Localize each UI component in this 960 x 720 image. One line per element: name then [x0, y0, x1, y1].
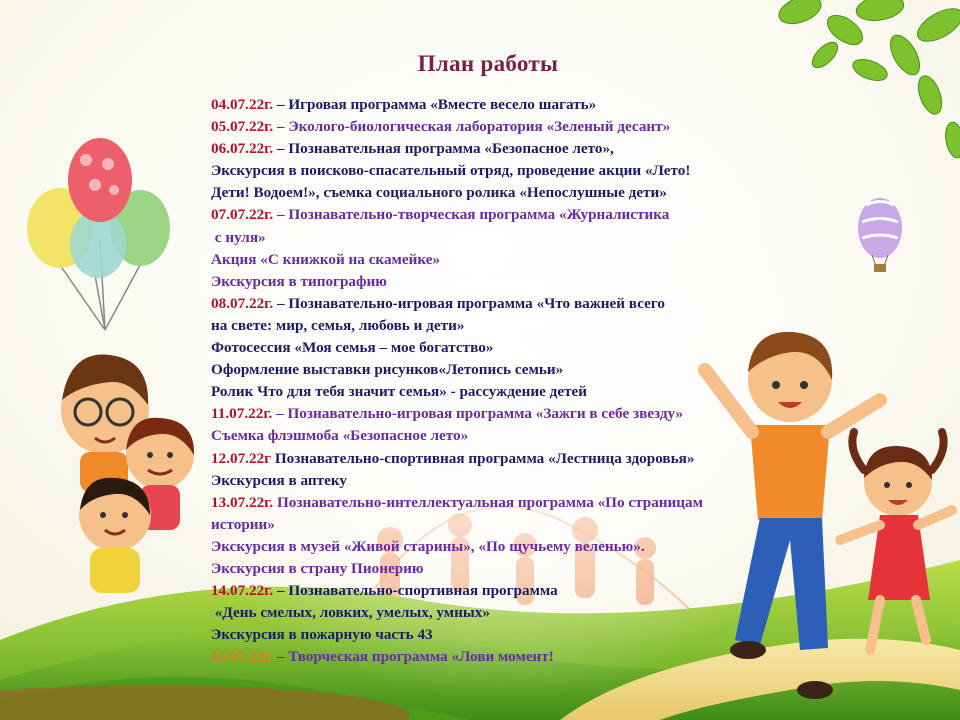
- list-item: [211, 271, 833, 293]
- event-text: – Познавательно-творческая программа «Журналистика: [273, 206, 670, 224]
- list-item: [211, 558, 833, 580]
- event-date: 15.07.22г.: [211, 648, 274, 666]
- work-plan-list: [211, 94, 833, 668]
- list-item: [211, 448, 833, 470]
- list-item: [211, 403, 833, 425]
- list-item: [211, 116, 833, 138]
- event-text: Экскурсия в пожарную часть 43: [211, 626, 433, 644]
- event-date: 06.07.22г.: [211, 140, 274, 158]
- event-text: истории»: [211, 515, 275, 533]
- event-date: 07.07.22г.: [211, 206, 274, 224]
- event-text: – Познавательно-спортивная программа: [273, 582, 558, 600]
- list-item: [211, 536, 833, 558]
- list-item: [211, 315, 833, 337]
- list-item: [211, 514, 833, 536]
- event-text: Экскурсия в аптеку: [211, 471, 347, 489]
- event-date: 08.07.22г.: [211, 294, 274, 312]
- event-text: Экскурсия в типографию: [211, 272, 387, 290]
- event-date: 14.07.22г.: [211, 582, 274, 600]
- event-text: Экскурсия в поисково-спасательный отряд, проведение акции «Лето!: [211, 162, 691, 180]
- list-item: [211, 580, 833, 602]
- event-text: на свете: мир, семья, любовь и дети»: [211, 316, 465, 334]
- list-item: [211, 94, 833, 116]
- event-text: – Эколого-биологическая лаборатория «Зеленый десант»: [273, 118, 671, 136]
- event-text: «День смелых, ловких, умелых, умных»: [211, 604, 490, 622]
- event-text: – Познавательно-игровая программа «Что важней всего: [273, 294, 665, 312]
- event-text: – Игровая программа «Вместе весело шагать»: [273, 96, 597, 113]
- event-date: 12.07.22г: [211, 449, 272, 467]
- list-item: [211, 337, 833, 359]
- list-item: [211, 182, 833, 204]
- event-date: 05.07.22г.: [211, 118, 274, 136]
- list-item: [211, 492, 833, 514]
- list-item: [211, 381, 833, 403]
- list-item: [211, 160, 833, 182]
- event-text: Познавательно-интеллектуальная программа «По страницам: [273, 493, 703, 511]
- list-item: [211, 293, 833, 315]
- event-text: Съемка флэшмоба «Безопасное лето»: [211, 427, 469, 445]
- event-text: Экскурсия в страну Пионерию: [211, 559, 424, 577]
- event-text: Оформление выставки рисунков«Летопись семьи»: [211, 361, 564, 379]
- list-item: [211, 602, 833, 624]
- list-item: [211, 204, 833, 226]
- list-item: [211, 425, 833, 447]
- event-text: Познавательно-спортивная программа «Лестница здоровья»: [271, 449, 695, 467]
- event-text: – Творческая программа «Лови момент!: [273, 648, 554, 666]
- event-text: Акция «С книжкой на скамейке»: [211, 250, 441, 268]
- list-item: [211, 359, 833, 381]
- event-text: Дети! Водоем!», съемка социального ролика «Непослушные дети»: [211, 184, 667, 202]
- event-text: – Познавательная программа «Безопасное лето»,: [273, 140, 614, 158]
- list-item: [211, 227, 833, 249]
- list-item: [211, 646, 833, 668]
- event-text: – Познавательно-игровая программа «Зажги в себе звезду»: [272, 405, 684, 423]
- event-date: 04.07.22г.: [211, 96, 274, 113]
- list-item: [211, 624, 833, 646]
- list-item: [211, 249, 833, 271]
- event-text: Экскурсия в музей «Живой старины», «По щучьему веленью».: [211, 537, 645, 555]
- event-date: 11.07.22г.: [211, 405, 273, 423]
- event-text: Ролик Что для тебя значит семья» - рассуждение детей: [211, 383, 588, 401]
- list-item: [211, 470, 833, 492]
- event-date: 13.07.22г.: [211, 493, 274, 511]
- event-text: с нуля»: [211, 228, 266, 246]
- event-text: Фотосессия «Моя семья – мое богатство»: [211, 339, 494, 357]
- list-item: [211, 138, 833, 160]
- page-title: План работы: [417, 51, 559, 76]
